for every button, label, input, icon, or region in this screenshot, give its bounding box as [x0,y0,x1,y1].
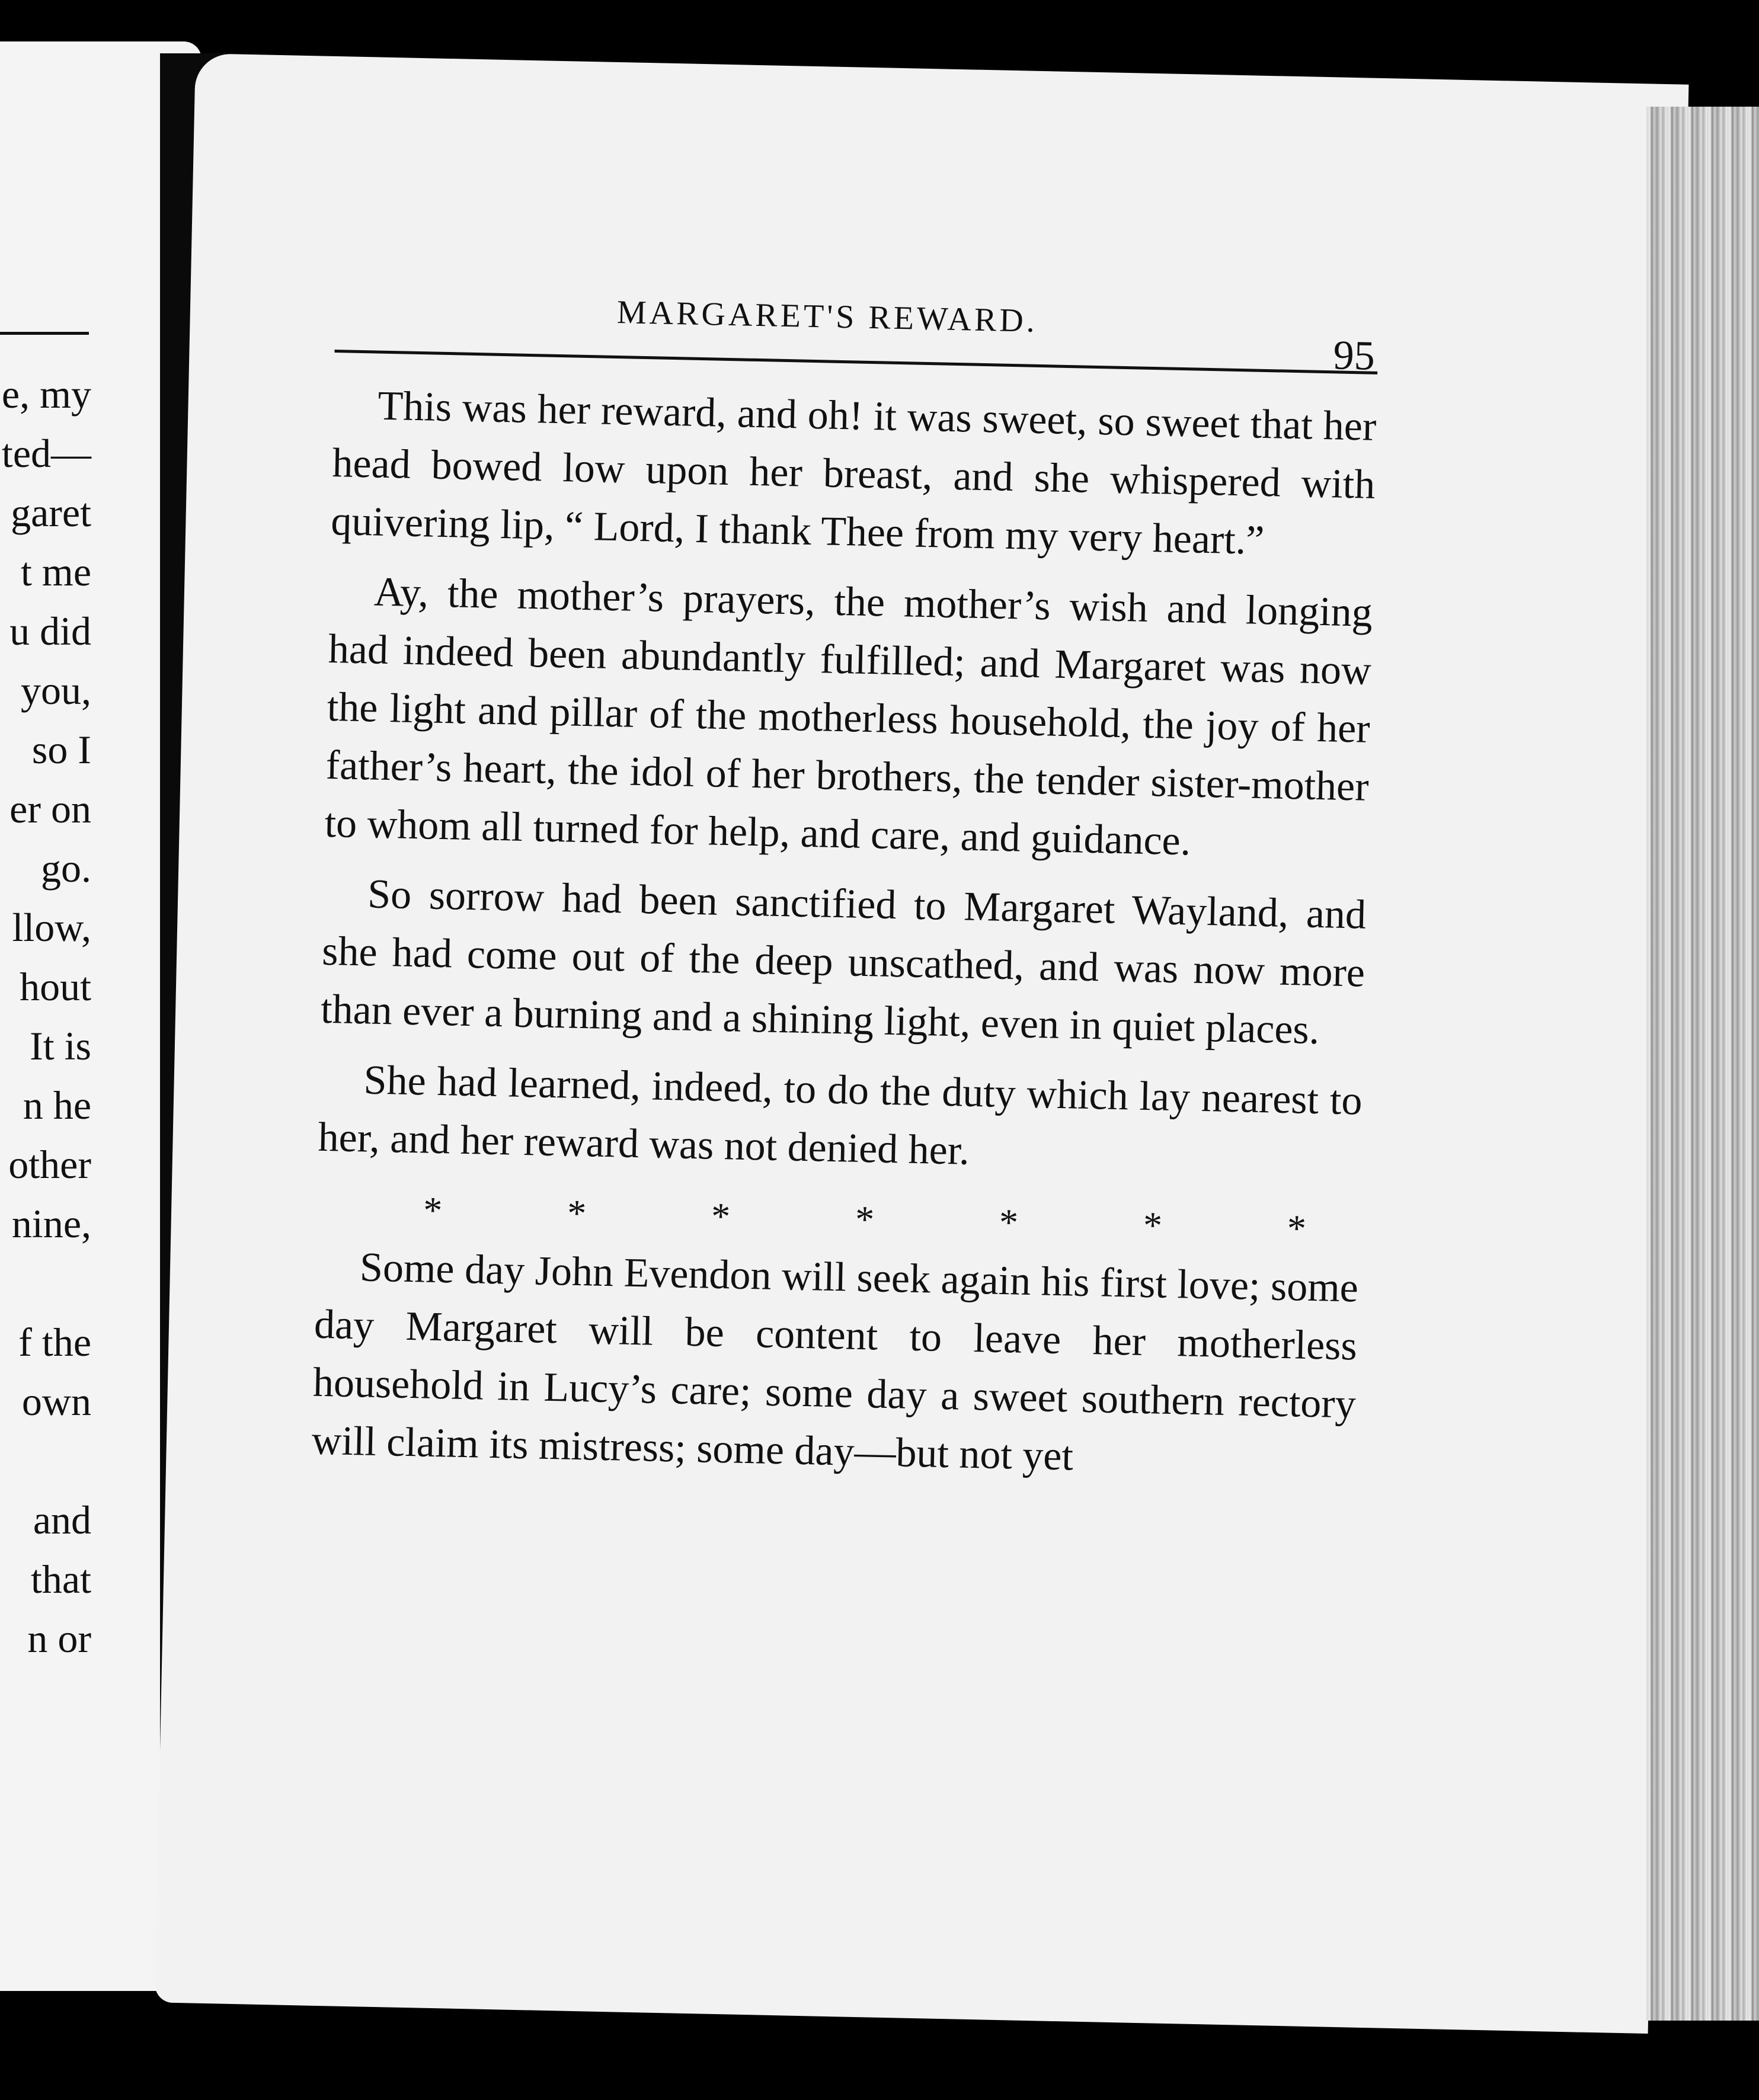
left-line: n or [27,1616,91,1661]
left-line: that [31,1557,91,1602]
left-line: own [21,1379,91,1424]
asterism-star: * [567,1192,587,1235]
paragraph: So sorrow had been sanctified to Margaret Wayland, and she had come out of the deep unscathed, and was now more than ever a burning and a shining light, even in quiet places. [320,871,1367,1054]
asterism-star: * [423,1189,443,1232]
left-page-text [2,364,91,1668]
right-page [155,53,1688,2034]
paragraph: This was her reward, and oh! it was sweet, so sweet that her head bowed low upon her breast, and she whispered with quivering lip, “ Lord, I thank Thee from my very heart.” [330,383,1377,564]
left-line: and [33,1497,91,1542]
left-line: It is [30,1023,91,1068]
left-line: llow, [12,905,91,950]
left-line: garet [11,490,91,535]
paragraph: She had learned, indeed, to do the duty which lay nearest to her, and her reward was not denied her. [317,1057,1363,1174]
left-line: f the [18,1320,91,1365]
asterism-star: * [1143,1203,1163,1247]
left-line: you, [21,668,91,713]
body-text [311,376,1377,1503]
asterism-star: * [1287,1207,1307,1250]
left-line: er on [9,786,91,831]
left-line: go. [41,846,91,891]
running-head: MARGARET'S REWARD. [616,293,1038,340]
left-line: hout [20,964,91,1009]
left-page-rule [0,332,89,335]
paragraph: Ay, the mother’s prayers, the mother’s wish and longing had indeed been abundantly fulfilled; and Margaret was now the light and pillar of the motherless household, the joy of her father’s heart, the idol of her brothers, the tender sister-mother to whom all turned for help, and care, and guidance. [324,569,1373,865]
final-paragraph: Some day John Evendon will seek again his first love; some day Margaret will be content to leave her motherless household in Lucy’s care; some day a sweet southern rectory will claim its mistress; some day—but not yet [311,1244,1359,1480]
left-line: nine, [11,1201,91,1246]
left-line: other [8,1142,91,1187]
left-line: ted— [1,431,91,476]
asterism-star: * [855,1198,875,1241]
asterism-star: * [711,1195,731,1238]
page-edges [1646,107,1759,2021]
left-line: t me [21,549,91,594]
page-number: 95 [1332,332,1376,379]
header-rule [334,350,1377,374]
left-line: so I [31,727,91,772]
left-line [2,1431,91,1490]
left-line: e, my [1,372,91,417]
asterism-star: * [999,1201,1019,1244]
left-line [2,1253,91,1312]
left-line: n he [23,1083,91,1128]
left-line: u did [9,609,91,654]
